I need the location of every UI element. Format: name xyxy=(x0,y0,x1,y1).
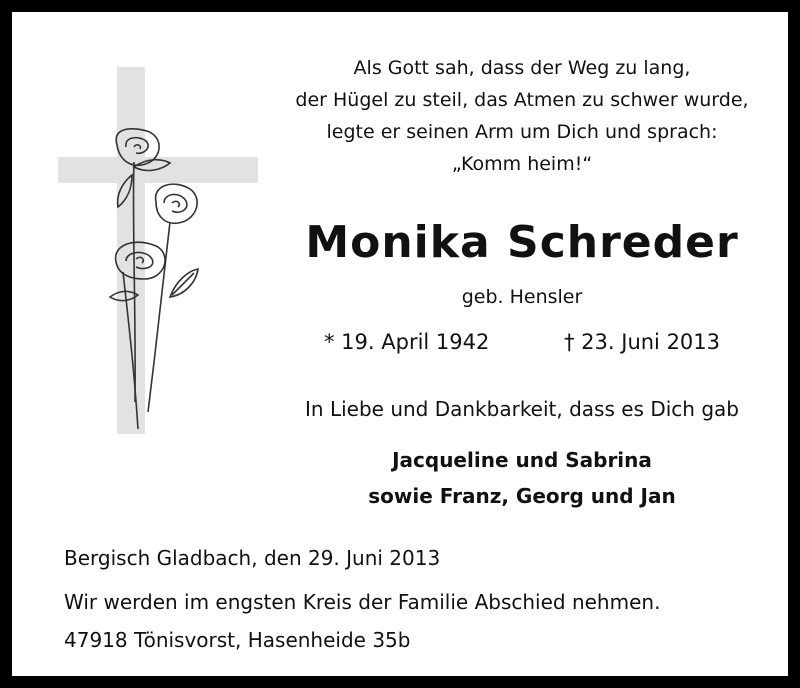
poem-line: legte er seinen Arm um Dich und sprach: xyxy=(326,121,718,143)
place-date: Bergisch Gladbach, den 29. Juni 2013 xyxy=(64,546,441,570)
poem-line: „Komm heim!“ xyxy=(451,153,593,175)
death-date: † 23. Juni 2013 xyxy=(564,330,721,354)
mourner-line: Jacqueline und Sabrina xyxy=(392,448,652,472)
mourners xyxy=(282,442,762,514)
mourner-line: sowie Franz, Georg und Jan xyxy=(368,484,676,508)
birth-date: * 19. April 1942 xyxy=(324,330,490,354)
cross-icon xyxy=(58,67,258,434)
deceased-name: Monika Schreder xyxy=(305,217,739,268)
cross-with-roses-illustration xyxy=(52,57,292,447)
maiden-name: geb. Hensler xyxy=(461,286,583,308)
poem xyxy=(282,52,762,180)
poem-line: der Hügel zu steil, das Atmen zu schwer wurde, xyxy=(295,89,749,111)
notice: Wir werden im engsten Kreis der Familie Abschied nehmen. xyxy=(64,590,661,614)
address: 47918 Tönisvorst, Hasenheide 35b xyxy=(64,628,411,652)
footer xyxy=(64,539,660,659)
dedication: In Liebe und Dankbarkeit, dass es Dich gab xyxy=(305,397,739,421)
poem-line: Als Gott sah, dass der Weg zu lang, xyxy=(353,57,691,79)
